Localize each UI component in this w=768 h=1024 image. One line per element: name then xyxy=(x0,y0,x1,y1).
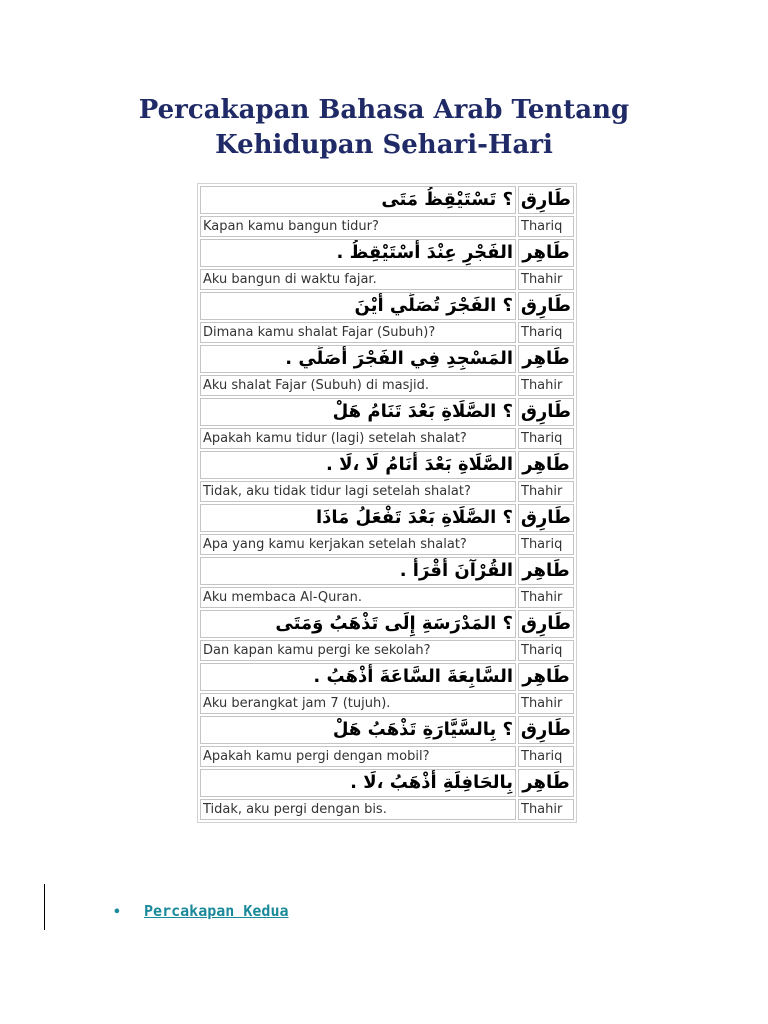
text-cursor-rule xyxy=(44,884,45,930)
arabic-speaker-name: طَارِق xyxy=(518,398,574,426)
arabic-speaker-name: طَاهِر xyxy=(518,345,574,373)
arabic-row xyxy=(200,557,574,585)
arabic-row xyxy=(200,769,574,797)
arabic-sentence: ؟ المَدْرَسَةِ إِلَى تَذْهَبُ وَمَتَى xyxy=(200,610,516,638)
translation-text: Tidak, aku tidak tidur lagi setelah shalat? xyxy=(200,481,516,502)
arabic-row xyxy=(200,398,574,426)
bullet-icon: • xyxy=(113,905,121,920)
page-title-line-2: Kehidupan Sehari-Hari xyxy=(215,130,553,160)
arabic-row xyxy=(200,504,574,532)
translation-text: Apa yang kamu kerjakan setelah shalat? xyxy=(200,534,516,555)
arabic-speaker-name: طَارِق xyxy=(518,186,574,214)
translation-text: Kapan kamu bangun tidur? xyxy=(200,216,516,237)
arabic-sentence: القُرْآنَ أَقْرَأُ . xyxy=(200,557,516,585)
arabic-sentence: الصَّلَاةِ بَعْدَ أَنَامُ لَا ،لَا . xyxy=(200,451,516,479)
translation-row xyxy=(200,799,574,820)
speaker-name: Thahir xyxy=(518,375,574,396)
arabic-row xyxy=(200,186,574,214)
arabic-row xyxy=(200,239,574,267)
speaker-name: Thahir xyxy=(518,587,574,608)
arabic-sentence: بِالحَافِلَةِ أَذْهَبُ ،لَا . xyxy=(200,769,516,797)
translation-text: Apakah kamu pergi dengan mobil? xyxy=(200,746,516,767)
arabic-row xyxy=(200,345,574,373)
translation-text: Tidak, aku pergi dengan bis. xyxy=(200,799,516,820)
arabic-row xyxy=(200,292,574,320)
speaker-name: Thariq xyxy=(518,746,574,767)
arabic-sentence: ؟ الصَّلَاةِ بَعْدَ تَنَامُ هَلْ xyxy=(200,398,516,426)
page-title xyxy=(0,93,768,163)
arabic-sentence: المَسْجِدِ فِي الفَجْرَ أُصَلِّي . xyxy=(200,345,516,373)
translation-row xyxy=(200,322,574,343)
speaker-name: Thariq xyxy=(518,216,574,237)
arabic-row xyxy=(200,451,574,479)
translation-text: Dimana kamu shalat Fajar (Subuh)? xyxy=(200,322,516,343)
arabic-sentence: ؟ الصَّلَاةِ بَعْدَ تَفْعَلُ مَاذَا xyxy=(200,504,516,532)
translation-row xyxy=(200,534,574,555)
arabic-speaker-name: طَارِق xyxy=(518,716,574,744)
translation-row xyxy=(200,587,574,608)
speaker-name: Thahir xyxy=(518,799,574,820)
translation-text: Apakah kamu tidur (lagi) setelah shalat? xyxy=(200,428,516,449)
next-conversation-link[interactable]: Percakapan Kedua xyxy=(144,902,289,920)
translation-row xyxy=(200,693,574,714)
speaker-name: Thahir xyxy=(518,481,574,502)
arabic-sentence: الفَجْرِ عِنْدَ أَسْتَيْقِظُ . xyxy=(200,239,516,267)
arabic-speaker-name: طَارِق xyxy=(518,504,574,532)
translation-text: Aku membaca Al-Quran. xyxy=(200,587,516,608)
translation-row xyxy=(200,428,574,449)
speaker-name: Thariq xyxy=(518,428,574,449)
arabic-speaker-name: طَاهِر xyxy=(518,557,574,585)
arabic-row xyxy=(200,716,574,744)
translation-text: Aku berangkat jam 7 (tujuh). xyxy=(200,693,516,714)
conversation-table-body xyxy=(200,186,574,820)
translation-row xyxy=(200,269,574,290)
translation-row xyxy=(200,746,574,767)
translation-row xyxy=(200,481,574,502)
arabic-speaker-name: طَاهِر xyxy=(518,663,574,691)
speaker-name: Thariq xyxy=(518,640,574,661)
arabic-sentence: ؟ الفَجْرَ تُصَلِّي أَيْنَ xyxy=(200,292,516,320)
translation-text: Aku bangun di waktu fajar. xyxy=(200,269,516,290)
speaker-name: Thariq xyxy=(518,322,574,343)
speaker-name: Thariq xyxy=(518,534,574,555)
arabic-sentence: ؟ بِالسَّيَّارَةِ تَذْهَبُ هَلْ xyxy=(200,716,516,744)
arabic-row xyxy=(200,610,574,638)
translation-text: Dan kapan kamu pergi ke sekolah? xyxy=(200,640,516,661)
translation-row xyxy=(200,375,574,396)
translation-row xyxy=(200,640,574,661)
arabic-row xyxy=(200,663,574,691)
translation-row xyxy=(200,216,574,237)
arabic-sentence: ؟ تَسْتَيْقِظُ مَتَى xyxy=(200,186,516,214)
arabic-speaker-name: طَارِق xyxy=(518,292,574,320)
arabic-sentence: السَّابِعَةَ السَّاعَةَ أَذْهَبُ . xyxy=(200,663,516,691)
page-title-line-1: Percakapan Bahasa Arab Tentang xyxy=(138,95,630,125)
speaker-name: Thahir xyxy=(518,269,574,290)
arabic-speaker-name: طَاهِر xyxy=(518,451,574,479)
arabic-speaker-name: طَارِق xyxy=(518,610,574,638)
arabic-speaker-name: طَاهِر xyxy=(518,769,574,797)
arabic-speaker-name: طَاهِر xyxy=(518,239,574,267)
next-conversation-item xyxy=(113,902,289,920)
conversation-table xyxy=(197,183,577,823)
speaker-name: Thahir xyxy=(518,693,574,714)
translation-text: Aku shalat Fajar (Subuh) di masjid. xyxy=(200,375,516,396)
